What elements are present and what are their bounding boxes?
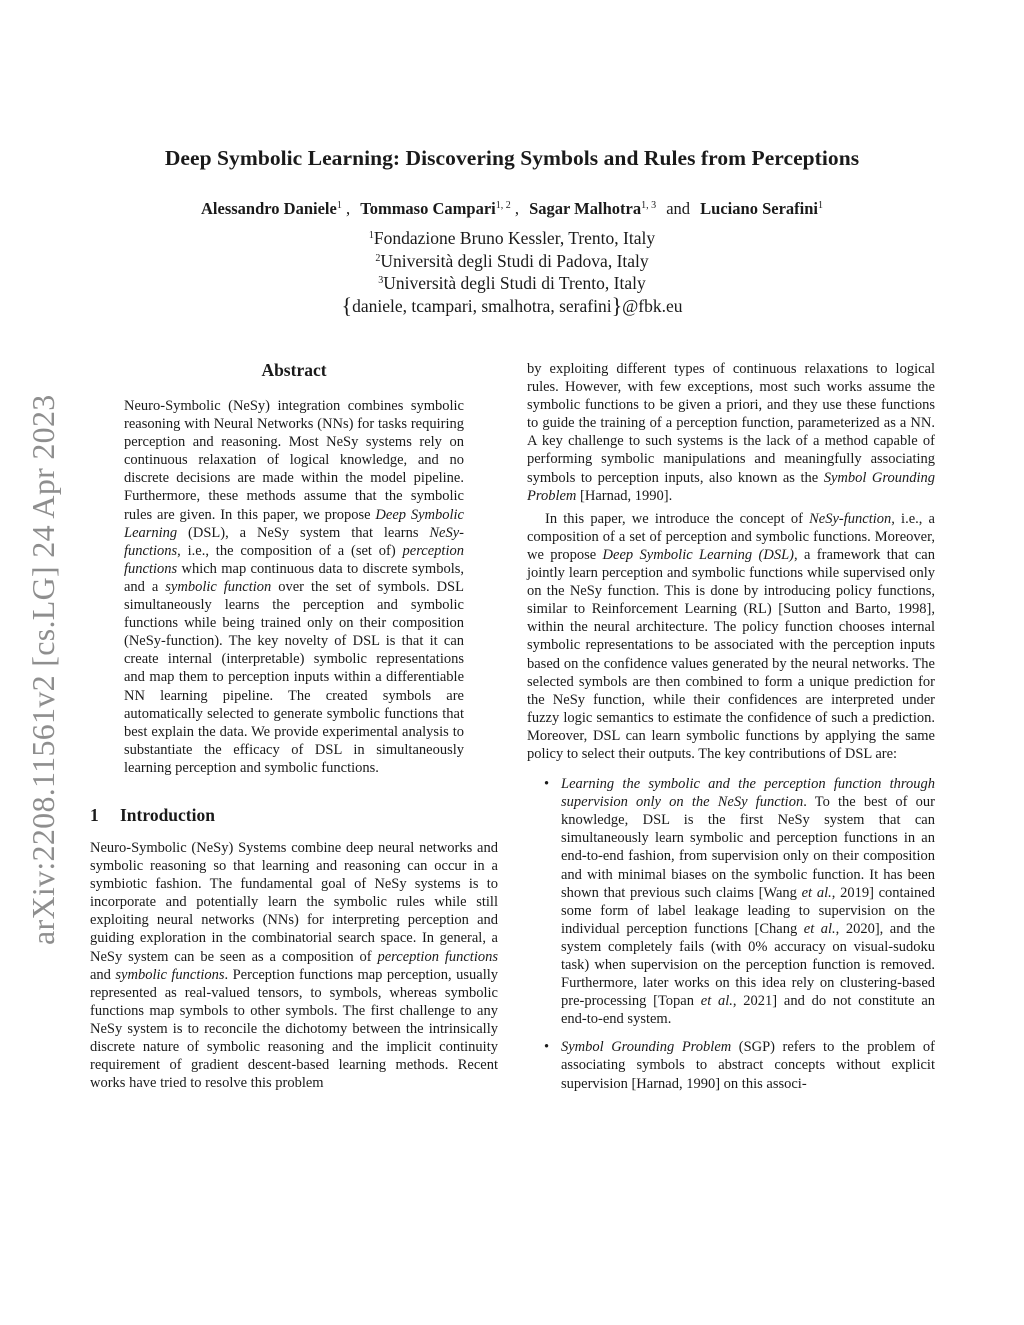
author-emails: {daniele, tcampari, smalhotra, serafini}@fbk.eu (341, 292, 683, 318)
list-item: • Learning the symbolic and the perception function through supervision only on the NeSy function. To the best of our knowledge, DSL is the first NeSy system that can simultaneously learn symbolic and perception functions in an end-to-end fashion, from supervision only on their composition and with minimal biases on the symbolic function. It has been shown that previous such claims [Wang et al., 2019] contained some form of label leakage leading to supervision on the individual perception functions [Chang et al., 2020], and the system completely fails (with 0% accuracy on visual-sudoku task) when supervision on the perception function is removed. Furthermore, later works on this idea rely on clustering-based pre-processing [Topan et al., 2021] and do not constitute an end-to-end system. (544, 776, 936, 1028)
list-item: • Symbol Grounding Problem (SGP) refers to the problem of associating symbols to abstract concepts without explicit supervision [Harnad, 1990] on this associ- (544, 1039, 935, 1092)
body-paragraph: by exploiting different types of continuous relaxations to logical rules. However, with few exceptions, most such works assume the symbolic functions to be given a priori, and they use these functions to guide the training of a perception function, parameterized as a NN. A key challenge to such systems is the lack of a method capable of performing symbolic manipulations and meaningfully associating symbols to perception inputs, also known as the Symbol Grounding Problem [Harnad, 1990]. (527, 361, 935, 504)
affiliations (0, 227, 1024, 317)
author-affil-sup: 1 (817, 200, 823, 211)
author-name: Alessandro Daniele (201, 199, 337, 218)
abstract-text: Neuro-Symbolic (NeSy) integration combines symbolic reasoning with Neural Networks (NNs) for tasks requiring perception and reasoning. Most NeSy systems rely on continuous relaxation of logical knowledge, and no discrete decisions are made within the model pipeline. Furthermore, these methods assume that the symbolic rules are given. In this paper, we propose Deep Symbolic Learning (DSL), a NeSy system that learns NeSy-functions, i.e., the composition of a (set of) perception functions which map continuous data to discrete symbols, and a symbolic function over the set of symbols. DSL simultaneously learns the perception and symbolic functions while being trained only on their composition (NeSy-function). The key novelty of DSL is that it can create internal (interpretable) symbolic representations and map them to perception inputs within a differentiable NN learning pipeline. The created symbols are automatically selected to generate symbolic functions that best explain the data. We provide experimental analysis to substantiate the efficacy of DSL in simultaneously learning perception and symbolic functions. (124, 398, 464, 776)
author-affil-sup: 1, 3 (641, 200, 657, 211)
author-name: Sagar Malhotra (529, 199, 642, 218)
paper-title: Deep Symbolic Learning: Discovering Symbols and Rules from Perceptions (164, 146, 860, 170)
author-name: Tommaso Campari (360, 199, 496, 218)
right-column (527, 360, 935, 1103)
left-column (90, 360, 498, 1092)
abstract-heading: Abstract (261, 360, 327, 380)
affiliation: $^1$Fondazione Bruno Kessler, Trento, Italy (368, 228, 656, 248)
body-paragraph: In this paper, we introduce the concept of NeSy-function, i.e., a composition of a set of perception and symbolic functions. Moreover, we propose Deep Symbolic Learning (DSL), a framework that can jointly learn perception and symbolic functions while supervised only on the NeSy function. This is done by introducing policy functions, similar to Reinforcement Learning (RL) [Sutton and Barto, 1998], within the neural architecture. The policy function chooses internal symbolic representations to be associated with the perception inputs based on the confidence values generated by the neural networks. The selected symbols are then combined to form a unique prediction for the NeSy function, while their confidences are interpreted under fuzzy logic semantics to estimate the confidence of such a prediction. Moreover, DSL can learn symbolic functions by applying the same policy to select their outputs. The key contributions of DSL are: (527, 510, 935, 762)
author-name: Luciano Serafini (700, 199, 818, 218)
affiliation: $^2$Università degli Studi di Padova, Italy (375, 250, 649, 271)
author-and: and (666, 199, 691, 218)
arxiv-identifier: arXiv:2208.11561v2 [cs.LG] 24 Apr 2023 (25, 394, 61, 945)
affiliation: $^3$Università degli Studi di Trento, Italy (378, 273, 646, 293)
contributions-list (527, 775, 935, 1093)
section-heading-introduction: 1 Introduction (90, 804, 215, 825)
intro-paragraph: Neuro-Symbolic (NeSy) Systems combine deep neural networks and symbolic reasoning so that learning and reasoning can occur in a symbiotic fashion. The fundamental goal of NeSy systems is to incorporate and potentially learn the symbolic rules while still exploiting neural networks (NNs) for interpreting perception and guiding exploration in the combinatorial search space. In general, a NeSy system can be seen as a composition of perception functions and symbolic functions. Perception functions map perception, usually represented as real-valued tensors, to symbols, whereas symbolic functions map symbols to other symbols. The first challenge to any NeSy system is to reconcile the dichotomy between the intrinsically discrete nature of symbolic reasoning and the implicit continuity requirement of gradient descent-based learning methods. Recent works have tried to resolve this problem (90, 839, 499, 1092)
author-affil-sup: 1, 2 (495, 200, 511, 211)
author-line: Alessandro Daniele$^1$ , Tommaso Campari$^{1, 2}$ , Sagar Malhotra$^{1, 3}$ and Luciano Serafini$^1$ (201, 199, 823, 218)
author-affil-sup: 1 (336, 200, 342, 211)
